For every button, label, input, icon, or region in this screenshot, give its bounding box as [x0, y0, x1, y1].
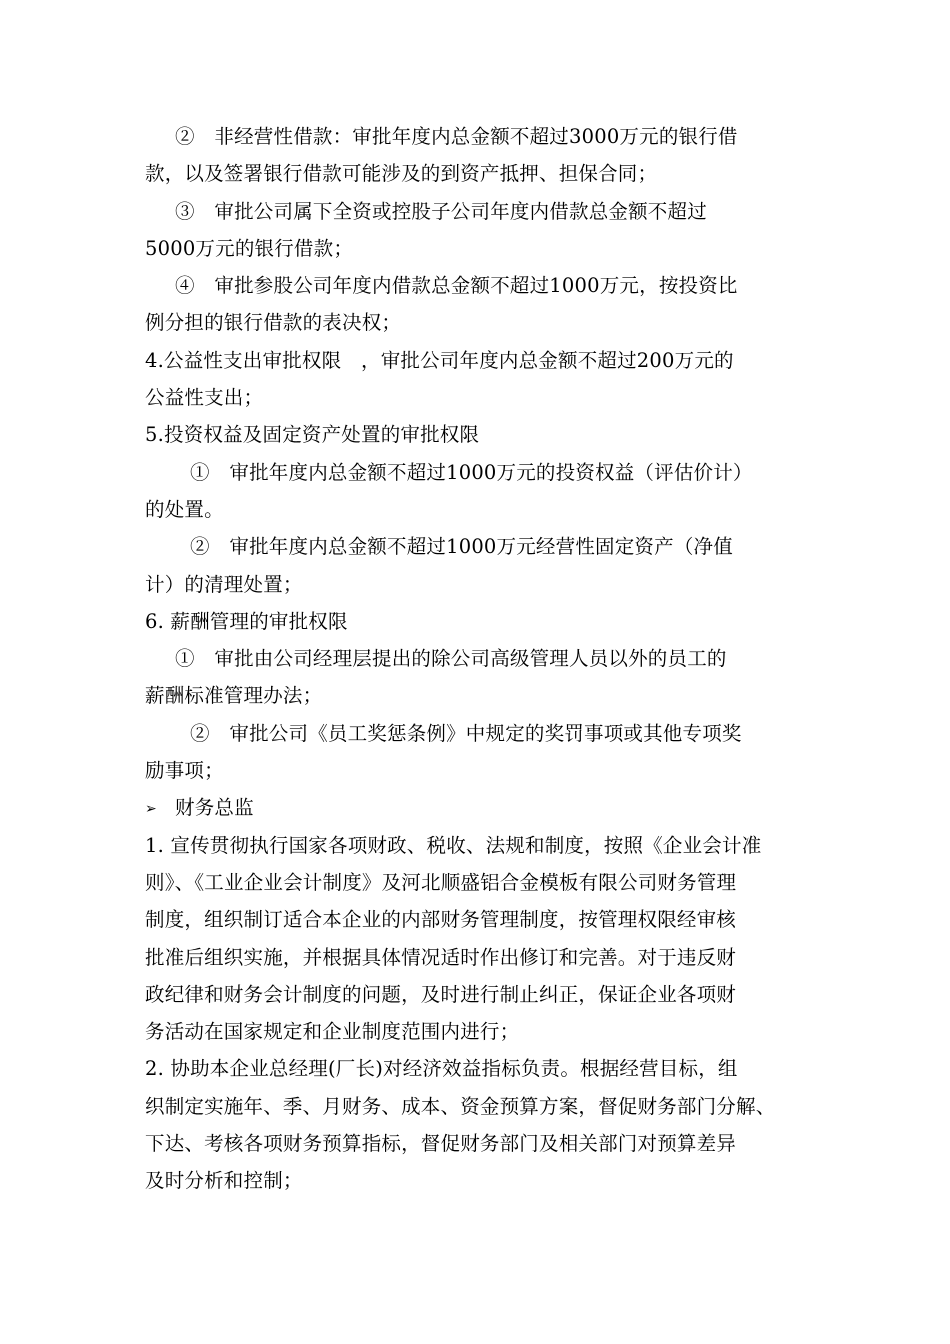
- role-heading-label: 财务总监: [175, 796, 254, 820]
- text-line: 织制定实施年、季、月财务、成本、资金预算方案，督促财务部门分解、: [145, 1094, 776, 1118]
- text-line: 例分担的银行借款的表决权；: [145, 311, 402, 335]
- text-line: ① 审批年度内总金额不超过1000万元的投资权益（评估价计）: [190, 460, 753, 484]
- text-line: 则》、《工业企业会计制度》及河北顺盛铝合金模板有限公司财务管理: [145, 870, 737, 894]
- arrow-bullet-icon: ➢: [145, 801, 157, 818]
- section-heading: 4.公益性支出审批权限 ，审批公司年度内总金额不超过200万元的: [145, 348, 734, 372]
- text-line: 政纪律和财务会计制度的问题，及时进行制止纠正，保证企业各项财: [145, 982, 737, 1006]
- text-line: ② 审批年度内总金额不超过1000万元经营性固定资产（净值: [190, 535, 733, 559]
- text-line: 公益性支出；: [145, 386, 264, 410]
- text-line: 1. 宣传贯彻执行国家各项财政、税收、法规和制度，按照《企业会计准: [145, 833, 762, 857]
- text-line: 薪酬标准管理办法；: [145, 684, 323, 708]
- text-line: 制度，组织制订适合本企业的内部财务管理制度，按管理权限经审核: [145, 908, 737, 932]
- section-heading: 5.投资权益及固定资产处置的审批权限: [145, 423, 480, 447]
- text-line: 2. 协助本企业总经理(厂长)对经济效益指标负责。根据经营目标，组: [145, 1057, 738, 1081]
- text-line: ① 审批由公司经理层提出的除公司高级管理人员以外的员工的: [175, 647, 727, 671]
- section-heading: 6. 薪酬管理的审批权限: [145, 609, 348, 633]
- text-line: 的处置。: [145, 497, 224, 521]
- role-heading: [145, 789, 810, 826]
- text-line: 5000万元的银行借款；: [145, 236, 354, 260]
- text-line: 计）的清理处置；: [145, 572, 303, 596]
- text-line: 下达、考核各项财务预算指标，督促财务部门及相关部门对预算差异: [145, 1132, 737, 1156]
- text-line: 批准后组织实施，并根据具体情况适时作出修订和完善。对于违反财: [145, 945, 737, 969]
- text-line: 款，以及签署银行借款可能涉及的到资产抵押、担保合同；: [145, 162, 658, 186]
- text-line: ③ 审批公司属下全资或控股子公司年度内借款总金额不超过: [175, 199, 707, 223]
- text-line: ② 审批公司《员工奖惩条例》中规定的奖罚事项或其他专项奖: [190, 721, 742, 745]
- text-line: 励事项；: [145, 759, 224, 783]
- text-line: 及时分析和控制；: [145, 1169, 303, 1193]
- text-line: ④ 审批参股公司年度内借款总金额不超过1000万元，按投资比: [175, 274, 738, 298]
- text-line: 务活动在国家规定和企业制度范围内进行；: [145, 1020, 520, 1044]
- text-line: ② 非经营性借款：审批年度内总金额不超过3000万元的银行借: [175, 125, 738, 148]
- document-page: [145, 118, 810, 1200]
